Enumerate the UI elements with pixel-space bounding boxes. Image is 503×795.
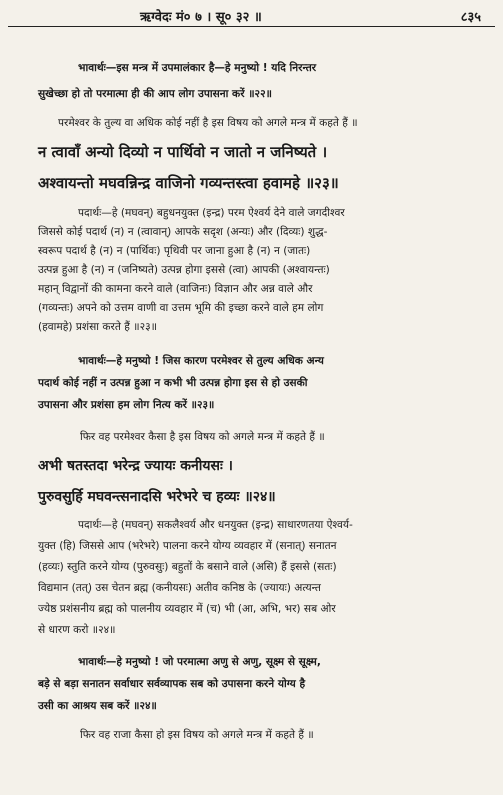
page-number: ८३५ [460,10,481,25]
text-line: परमेश्वर के तुल्य वा अधिक कोई नहीं है इस विषय को अगले मन्त्र में कहते हैं ॥ [58,117,358,129]
text-line: (हवामहे) प्रशंसा करते हैं ॥२३॥ [38,321,157,333]
text-line: स्वरूप पदार्थ है (न) न (पार्थिवः) पृथिवी पर जाना हुआ है (न) न (जातः) [38,245,311,257]
text-line: पदार्थ कोई नहीं न उत्पन्न हुआ न कभी भी उत्पन्न होगा इस से हो उसकी [38,377,308,389]
text-line: पदार्थः—हे (मघवन्) बहुधनयुक्त (इन्द्र) परम ऐश्वर्य देने वाले जगदीश्वर [78,207,345,219]
text-line: अभी षतस्तदा भरेन्द्र ज्यायः कनीयसः । [38,458,233,474]
text-line: उत्पन्न हुआ है (न) न (जनिष्यते) उत्पन्न होगा इससे (त्वा) आपकी (अश्वायन्तः) [38,264,330,276]
text-line: भावार्थः—इस मन्त्र में उपमालंकार है—हे मनुष्यो ! यदि निरन्तर [78,62,317,74]
text-line: फिर वह राजा कैसा हो इस विषय को अगले मन्त्र में कहते हैं ॥ [80,729,314,741]
text-line: (गव्यन्तः) अपने को उत्तम वाणी वा उत्तम भूमि की इच्छा करने वाले हम लोग [38,302,324,314]
text-line: ज्येष्ठ प्रशंसनीय ब्रह्म को पालनीय व्यवहार में (च) भी (आ, अभि, भर) सब ओर [38,603,336,615]
text-line: फिर वह परमेश्वर कैसा है इस विषय को अगले मन्त्र में कहते हैं ॥ [80,431,325,443]
text-line: जिससे कोई पदार्थ (न) न (त्वावान्) आपके सदृश (अन्यः) और (दिव्यः) शुद्ध- [38,226,328,238]
text-line: भावार्थः—हे मनुष्यो ! जो परमात्मा अणु से अणु, सूक्ष्म से सूक्ष्म, [78,656,321,668]
text-line: पुरुवसुर्हि मघवन्त्सनादसि भरेभरे च हव्यः ॥२४॥ [38,489,276,505]
text-line: पदार्थः—हे (मघवन्) सकलैश्वर्य और धनयुक्त (इन्द्र) साधारणतया ऐश्वर्य- [78,519,353,531]
text-line: महान् विद्वानों की कामना करने वाले (वाजिनः) विज्ञान और अन्न वाले और [38,283,313,295]
text-line: बड़े से बड़ा सनातन सर्वाधार सर्वव्यापक सब को उपासना करने योग्य है [38,678,306,690]
text-line: न त्वावाँ अन्यो दिव्यो न पार्थिवो न जातो न जनिष्यते । [38,143,328,161]
text-line: उपासना और प्रशंसा हम लोग नित्य करें ॥२३॥ [38,399,215,411]
text-line: (हव्यः) स्तुति करने योग्य (पुरुवसुः) बहुतों के बसाने वाले (असि) हैं इससे (सतः) [38,561,337,573]
text-line: उसी का आश्रय सब करें ॥२४॥ [38,700,157,712]
text-line: अश्वायन्तो मघवन्निन्द्र वाजिनो गव्यन्तस्त्वा हवामहे ॥२३॥ [38,174,339,192]
text-line: भावार्थः—हे मनुष्यो ! जिस कारण परमेश्वर से तुल्य अधिक अन्य [78,355,324,367]
header-title: ऋग्वेदः मं० ७ । सू० ३२ ॥ [140,10,262,25]
header-rule [8,26,495,27]
running-header [0,4,503,26]
text-line: से धारण करो ॥२४॥ [38,624,116,636]
text-line: विद्यमान (तत्) उस चेतन ब्रह्म (कनीयसः) अतीव कनिष्ठ के (ज्यायः) अत्यन्त [38,582,321,594]
text-line: सुखेच्छा हो तो परमात्मा ही की आप लोग उपासना करें ॥२२॥ [38,88,272,100]
text-line: युक्त (हि) जिससे आप (भरेभरे) पालना करने योग्य व्यवहार में (सनात्) सनातन [38,540,337,552]
